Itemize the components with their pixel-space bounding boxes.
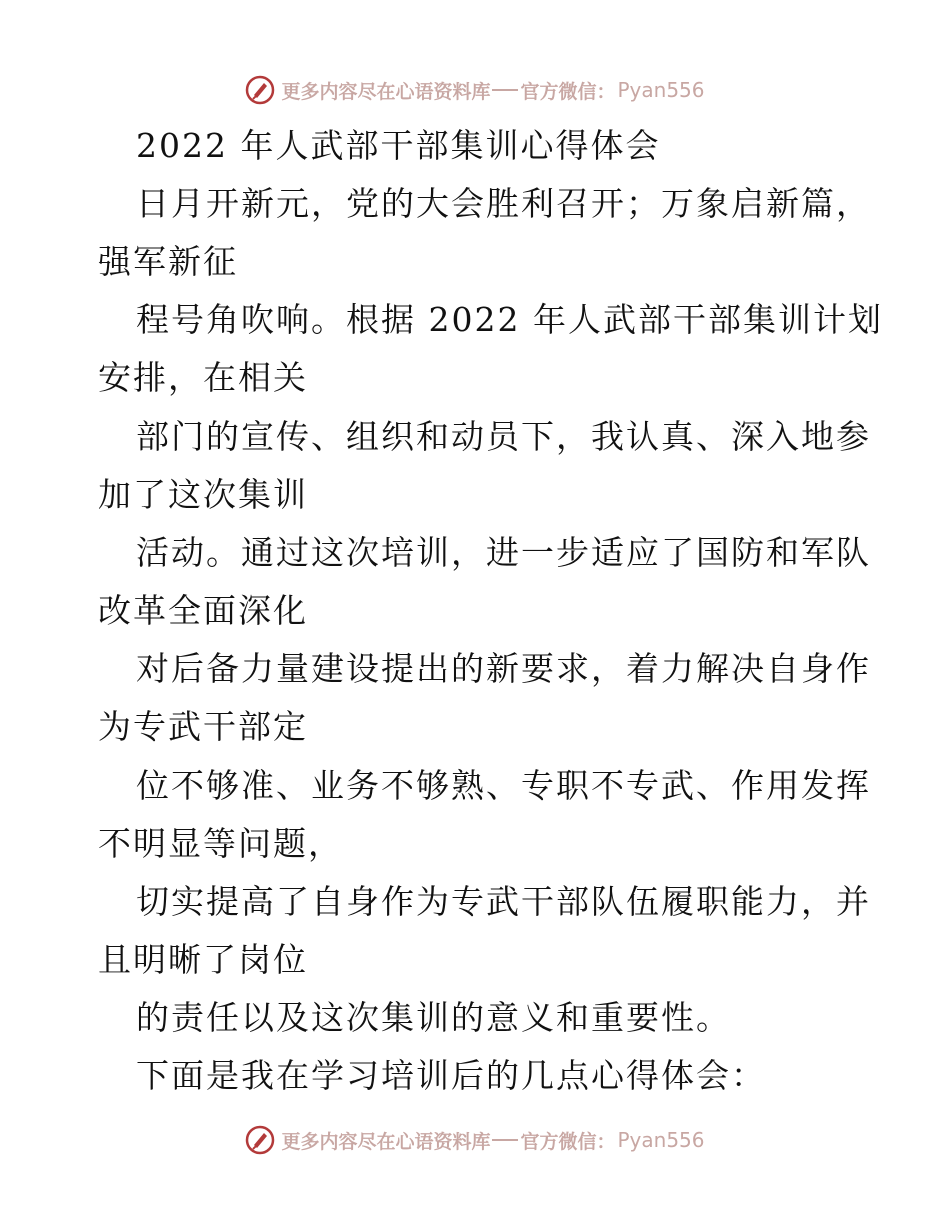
text-line: 的责任以及这次集训的意义和重要性。 (136, 998, 731, 1037)
watermark-brand-text: 更多内容尽在心语资料库 (281, 80, 491, 103)
text-line: 不明显等问题， (98, 824, 343, 863)
text-line: 下面是我在学习培训后的几点心得体会： (136, 1056, 766, 1095)
text-line: 程号角吹响。根据 2022 年人武部干部集训计划 (136, 300, 883, 339)
text-line: 活动。通过这次培训，进一步适应了国防和军队 (136, 533, 871, 572)
watermark-wechat-id: Pyan556 (617, 1128, 705, 1152)
text-line: 加了这次集训 (98, 475, 308, 514)
header-watermark (0, 70, 950, 110)
text-line: 改革全面深化 (98, 591, 308, 630)
footer-watermark (0, 1120, 950, 1160)
watermark-divider (492, 1139, 518, 1141)
text-line: 为专武干部定 (98, 707, 308, 746)
text-line: 部门的宣传、组织和动员下，我认真、深入地参 (136, 417, 871, 456)
watermark-wechat-label: 官方微信： (520, 1130, 616, 1153)
text-line: 且明晰了岗位 (98, 940, 308, 979)
brand-logo-icon (245, 1125, 275, 1155)
watermark-brand-text: 更多内容尽在心语资料库 (281, 1130, 491, 1153)
text-line: 切实提高了自身作为专武干部队伍履职能力，并 (136, 882, 871, 921)
watermark-wechat-id: Pyan556 (617, 78, 705, 102)
text-line: 安排，在相关 (98, 358, 308, 397)
document-title: 2022 年人武部干部集训心得体会 (136, 126, 661, 165)
watermark-wechat-label: 官方微信： (520, 80, 616, 103)
watermark-divider (492, 89, 518, 91)
text-line: 对后备力量建设提出的新要求，着力解决自身作 (136, 649, 871, 688)
brand-logo-icon (245, 75, 275, 105)
text-line: 位不够准、业务不够熟、专职不专武、作用发挥 (136, 766, 871, 805)
text-line: 日月开新元，党的大会胜利召开；万象启新篇， (136, 184, 871, 223)
text-line: 强军新征 (98, 242, 238, 281)
